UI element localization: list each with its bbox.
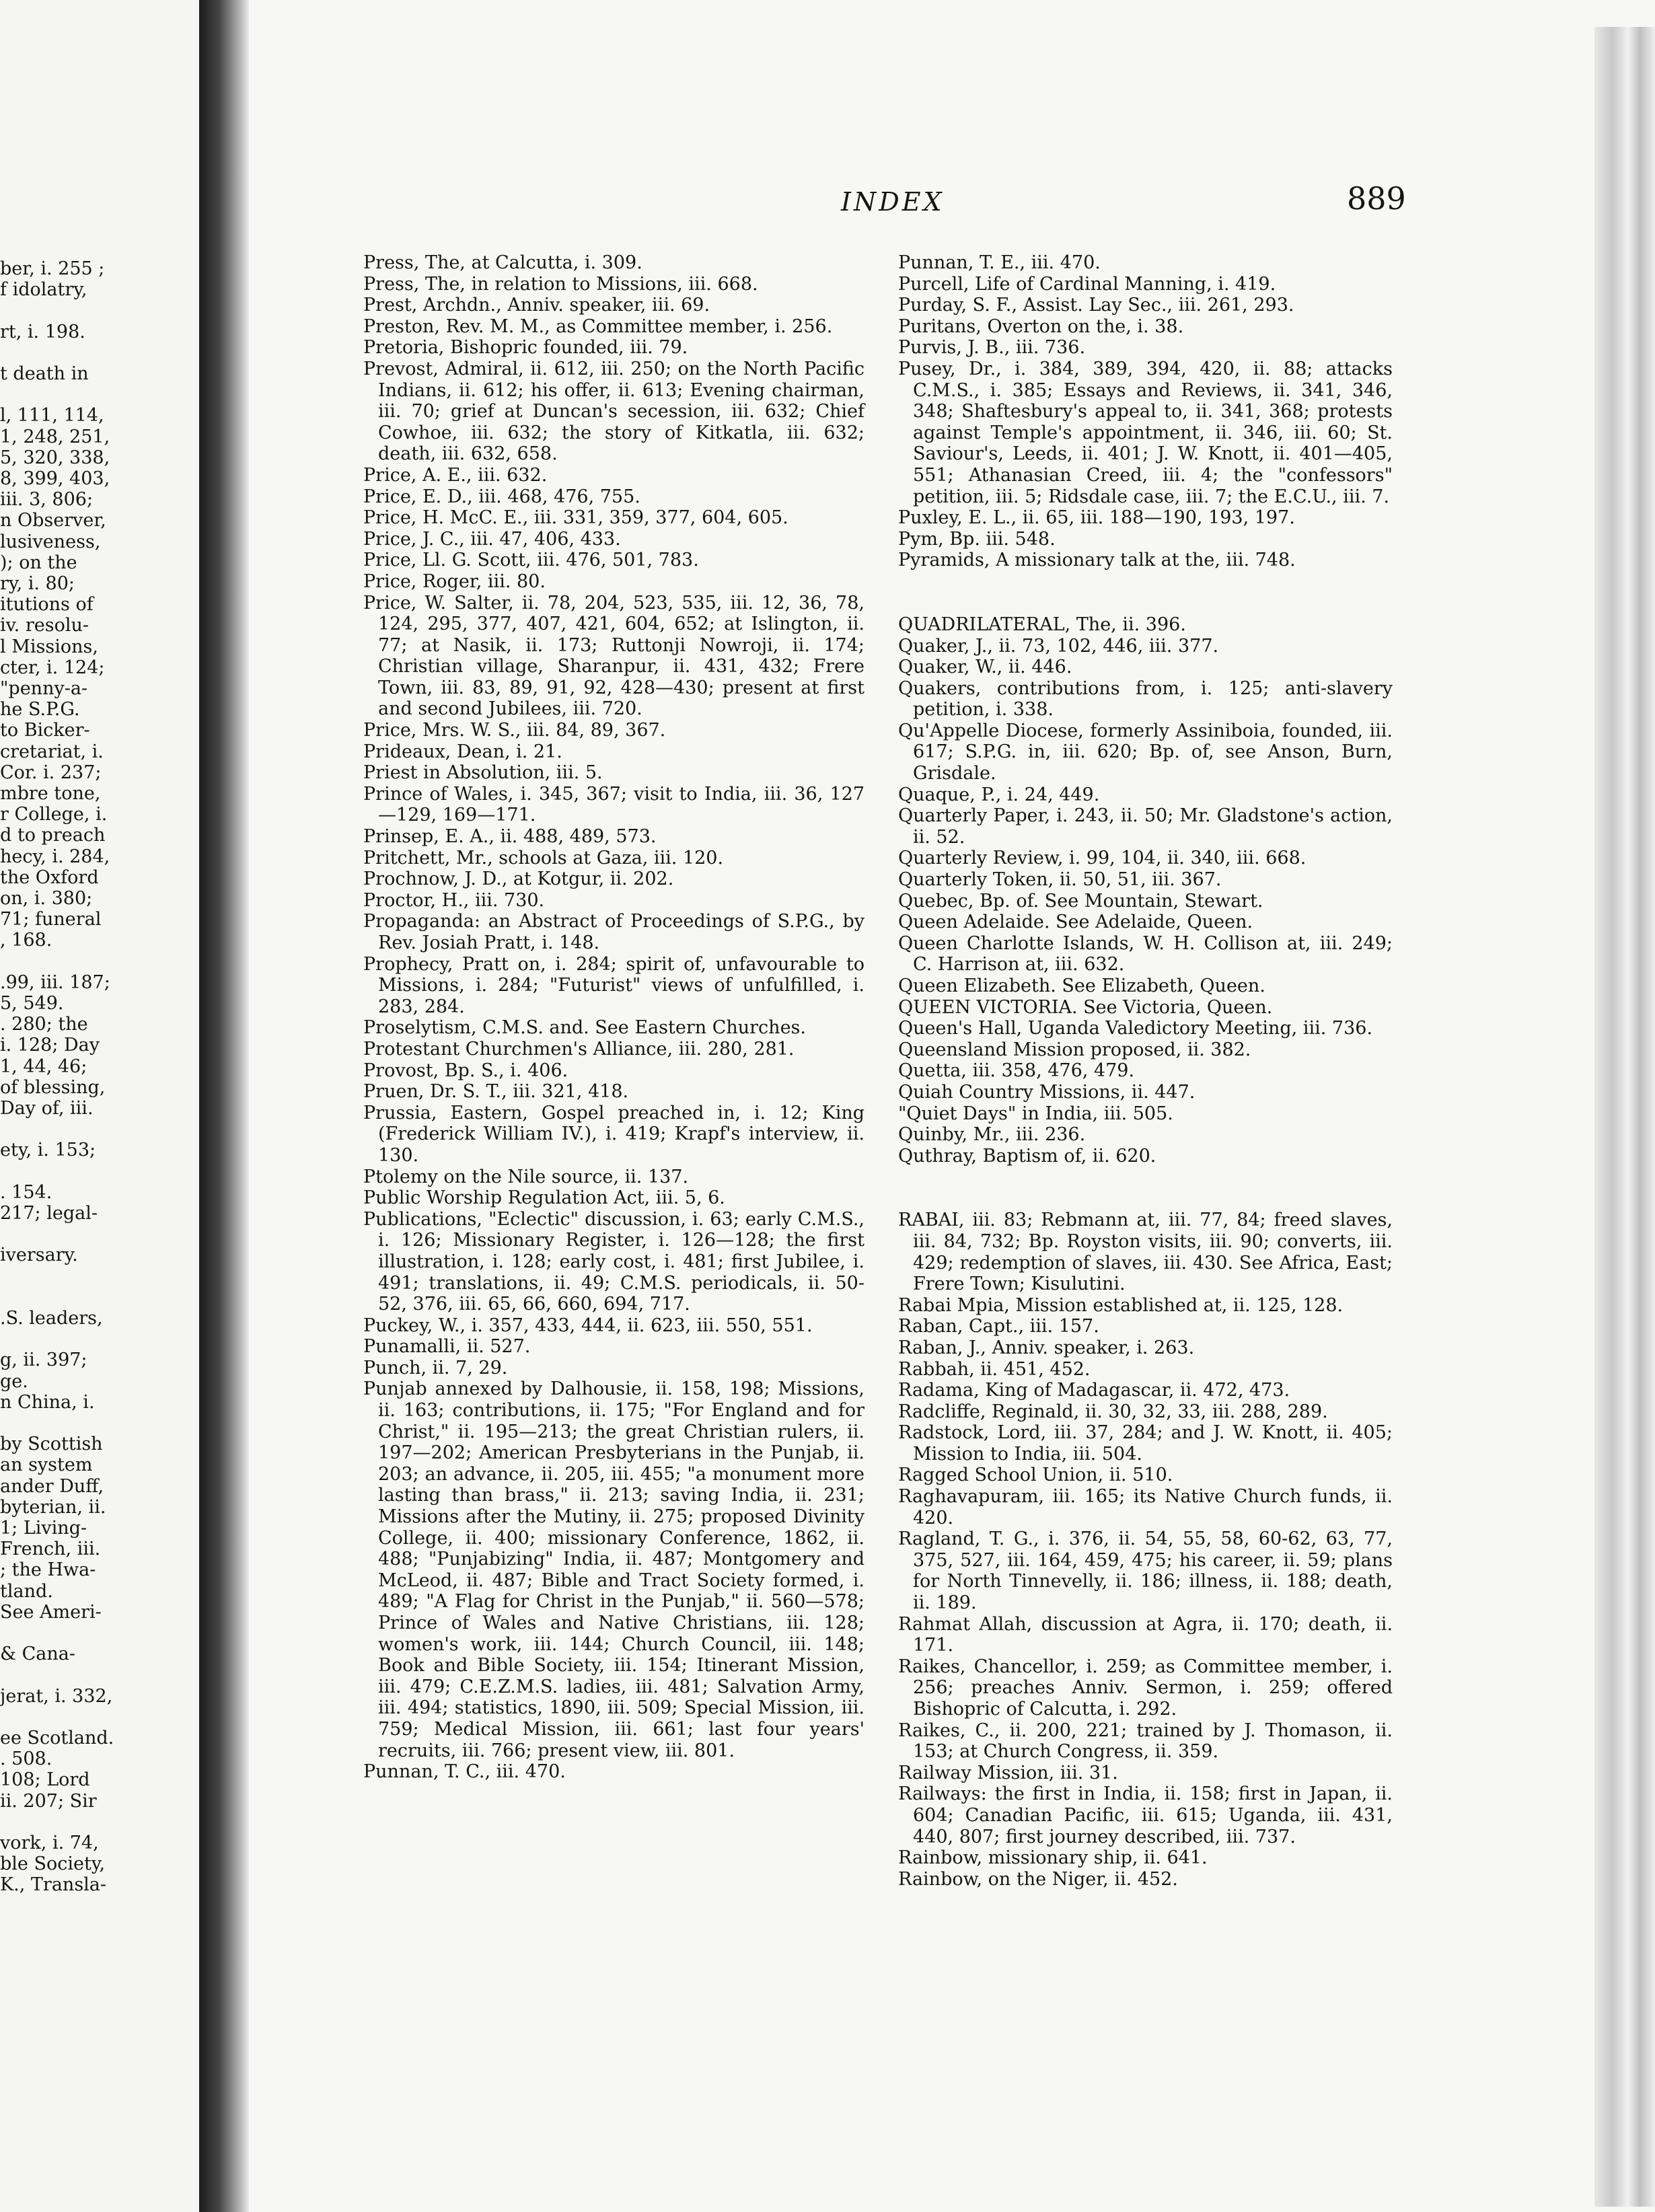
index-entry: Punch, ii. 7, 29. bbox=[363, 1357, 508, 1378]
index-entry: Press, The, in relation to Missions, iii. 668. bbox=[363, 273, 758, 295]
left-page-line: French, iii. bbox=[0, 1539, 101, 1560]
left-page-line: the Oxford bbox=[0, 867, 99, 888]
index-entry: Raghavapuram, iii. 165; its Native Church funds, ii. 420. bbox=[898, 1486, 1393, 1528]
index-entry: Raban, Capt., iii. 157. bbox=[898, 1316, 1099, 1337]
index-column-2 bbox=[898, 252, 1393, 1890]
index-entry: Price, H. McC. E., iii. 331, 359, 377, 604, 605. bbox=[363, 507, 788, 529]
index-entry: Rabai Mpia, Mission established at, ii. 125, 128. bbox=[898, 1294, 1344, 1316]
page-edge bbox=[1594, 27, 1655, 2207]
left-page-line: 1, 248, 251, bbox=[0, 426, 110, 447]
index-entry: Price, E. D., iii. 468, 476, 755. bbox=[363, 486, 640, 507]
index-entry: Rabbah, ii. 451, 452. bbox=[898, 1358, 1091, 1380]
left-page-line: mbre tone, bbox=[0, 783, 101, 804]
index-entry: Quebec, Bp. of. See Mountain, Stewart. bbox=[898, 890, 1263, 912]
left-page-line: ety, i. 153; bbox=[0, 1140, 96, 1161]
left-page-line: l Missions, bbox=[0, 636, 98, 657]
left-page-line: See Ameri- bbox=[0, 1601, 102, 1623]
index-entry: Price, W. Salter, ii. 78, 204, 523, 535, iii. 12, 36, 78, 124, 295, 377, 407, 421, 604, 652; at Islington, ii. 77; at Nasik, ii. 173; Ruttonji Nowroji, ii. 174; Christian village, Sharanpur, ii. 431, 432; Frere Town, iii. 83, 89, 91, 92, 428—430; present at first and second Jubilees, iii. 720. bbox=[363, 592, 865, 720]
index-entry: Punamalli, ii. 527. bbox=[363, 1336, 531, 1358]
left-page-line: rt, i. 198. bbox=[0, 321, 85, 342]
left-page-fragment bbox=[0, 0, 199, 2212]
left-page-line: & Cana- bbox=[0, 1644, 75, 1665]
index-entry: Prideaux, Dean, i. 21. bbox=[363, 741, 562, 762]
index-entry: Pym, Bp. iii. 548. bbox=[898, 528, 1056, 550]
left-page-line: . 280; the bbox=[0, 1014, 88, 1035]
index-entry: Preston, Rev. M. M., as Committee member, i. 256. bbox=[363, 316, 833, 337]
index-entry: Prochnow, J. D., at Kotgur, ii. 202. bbox=[363, 869, 674, 890]
left-page-line: . 154. bbox=[0, 1181, 52, 1203]
left-page-line: 217; legal- bbox=[0, 1203, 98, 1224]
left-page-line: jerat, i. 332, bbox=[0, 1685, 113, 1707]
index-entry: Prevost, Admiral, ii. 612, iii. 250; on the North Pacific Indians, ii. 612; his offer, ii. 613; Evening chairman, iii. 70; grief at Duncan's secession, iii. 632; Chief Cowhoe, iii. 632; the story of Kitkatla, iii. 632; death, iii. 632, 658. bbox=[363, 358, 865, 465]
index-entry: Pruen, Dr. S. T., iii. 321, 418. bbox=[363, 1081, 629, 1103]
left-page-line: 71; funeral bbox=[0, 909, 102, 930]
index-entry: Publications, "Eclectic" discussion, i. 63; early C.M.S., i. 126; Missionary Register, i. 126—128; the first illustration, i. 128; early cost, i. 481; first Jubilee, i. 491; translations, ii. 49; C.M.S. periodicals, ii. 50-52, 376, iii. 65, 66, 660, 694, 717. bbox=[363, 1208, 865, 1315]
index-entry: Punnan, T. C., iii. 470. bbox=[363, 1761, 566, 1783]
index-entry: Quarterly Token, ii. 50, 51, iii. 367. bbox=[898, 869, 1222, 891]
left-page-line: ee Scotland. bbox=[0, 1728, 114, 1748]
left-page-line: . 508. bbox=[0, 1748, 52, 1770]
index-entry: QUEEN VICTORIA. See Victoria, Queen. bbox=[898, 996, 1273, 1018]
index-entry: Qu'Appelle Diocese, formerly Assiniboia, founded, iii. 617; S.P.G. in, iii. 620; Bp. of, see Anson, Burn, Grisdale. bbox=[898, 720, 1393, 784]
index-entry: Raikes, C., ii. 200, 221; trained by J. Thomason, ii. 153; at Church Congress, ii. 359. bbox=[898, 1720, 1393, 1763]
left-page-line: .S. leaders, bbox=[0, 1308, 103, 1329]
index-entry: Public Worship Regulation Act, iii. 5, 6. bbox=[363, 1187, 725, 1209]
left-page-line: 8, 399, 403, bbox=[0, 468, 110, 489]
index-entry: Radcliffe, Reginald, ii. 30, 32, 33, iii. 288, 289. bbox=[898, 1401, 1328, 1422]
index-entry: Propaganda: an Abstract of Proceedings of S.P.G., by Rev. Josiah Pratt, i. 148. bbox=[363, 911, 865, 953]
index-entry: Price, A. E., iii. 632. bbox=[363, 464, 548, 486]
index-entry: "Quiet Days" in India, iii. 505. bbox=[898, 1103, 1173, 1124]
index-entry: Radama, King of Madagascar, ii. 472, 473. bbox=[898, 1380, 1290, 1401]
index-entry: Prest, Archdn., Anniv. speaker, iii. 69. bbox=[363, 295, 710, 316]
left-page-line: K., Transla- bbox=[0, 1874, 107, 1896]
left-page-line: lusiveness, bbox=[0, 531, 101, 552]
left-page-line: by Scottish bbox=[0, 1434, 103, 1455]
index-entry: Quakers, contributions from, i. 125; anti-slavery petition, i. 338. bbox=[898, 677, 1393, 721]
index-entry: Price, Ll. G. Scott, iii. 476, 501, 783. bbox=[363, 550, 699, 571]
index-entry: Prophecy, Pratt on, i. 284; spirit of, unfavourable to Missions, i. 284; "Futurist" views of unfulfilled, i. 283, 284. bbox=[363, 953, 865, 1017]
index-entry: QUADRILATERAL, The, ii. 396. bbox=[898, 614, 1186, 635]
left-page-line: ii. 207; Sir bbox=[0, 1790, 97, 1812]
left-page-line: iii. 3, 806; bbox=[0, 489, 94, 511]
left-page-line: to Bicker- bbox=[0, 720, 90, 741]
index-entry: Rainbow, on the Niger, ii. 452. bbox=[898, 1868, 1178, 1890]
left-page-line: l, 111, 114, bbox=[0, 405, 104, 427]
index-entry: Quinby, Mr., iii. 236. bbox=[898, 1124, 1086, 1146]
left-page-line: an system bbox=[0, 1454, 93, 1476]
index-entry: Rainbow, missionary ship, ii. 641. bbox=[898, 1847, 1208, 1869]
left-page-line: cretariat, i. bbox=[0, 741, 104, 762]
left-page-line: d to preach bbox=[0, 825, 106, 846]
left-page-line: Cor. i. 237; bbox=[0, 762, 102, 783]
index-entry: Provost, Bp. S., i. 406. bbox=[363, 1060, 568, 1081]
left-page-line: ble Society, bbox=[0, 1853, 106, 1875]
index-entry: Purday, S. F., Assist. Lay Sec., iii. 261, 293. bbox=[898, 295, 1294, 316]
index-entry: Quiah Country Missions, ii. 447. bbox=[898, 1081, 1196, 1103]
left-page-line: ge. bbox=[0, 1370, 28, 1392]
left-page-line: cter, i. 124; bbox=[0, 657, 105, 678]
index-entry: Ptolemy on the Nile source, ii. 137. bbox=[363, 1166, 689, 1187]
left-page-line: hecy, i. 284, bbox=[0, 846, 110, 867]
index-entry: Purcell, Life of Cardinal Manning, i. 419. bbox=[898, 273, 1276, 295]
index-entry: Protestant Churchmen's Alliance, iii. 280, 281. bbox=[363, 1038, 795, 1060]
index-entry: Quaker, J., ii. 73, 102, 446, iii. 377. bbox=[898, 635, 1219, 657]
left-page-line: byterian, ii. bbox=[0, 1496, 106, 1518]
left-page-line: tland. bbox=[0, 1580, 53, 1602]
index-entry: Raban, J., Anniv. speaker, i. 263. bbox=[898, 1337, 1195, 1358]
index-entry: Quaque, P., i. 24, 449. bbox=[898, 784, 1100, 805]
index-entry: Railways: the first in India, ii. 158; first in Japan, ii. 604; Canadian Pacific, iii. 615; Uganda, iii. 431, 440, 807; first journey described, iii. 737. bbox=[898, 1783, 1393, 1847]
left-page-line: ry, i. 80; bbox=[0, 573, 75, 594]
index-entry: Pretoria, Bishopric founded, iii. 79. bbox=[363, 337, 688, 359]
index-entry: Price, Roger, iii. 80. bbox=[363, 570, 546, 592]
index-entry: Queen Adelaide. See Adelaide, Queen. bbox=[898, 912, 1253, 933]
left-page-line: n Observer, bbox=[0, 510, 106, 531]
index-column-1 bbox=[363, 252, 865, 1783]
left-page-line: iv. resolu- bbox=[0, 615, 89, 636]
index-entry: Pritchett, Mr., schools at Gaza, iii. 120. bbox=[363, 847, 724, 869]
index-entry: Radstock, Lord, iii. 37, 284; and J. W. Knott, ii. 405; Mission to India, iii. 504. bbox=[898, 1422, 1393, 1465]
index-entry: Proselytism, C.M.S. and. See Eastern Churches. bbox=[363, 1017, 806, 1039]
index-entry: Puckey, W., i. 357, 433, 444, ii. 623, iii. 550, 551. bbox=[363, 1315, 813, 1336]
index-entry: Quarterly Review, i. 99, 104, ii. 340, iii. 668. bbox=[898, 848, 1307, 869]
index-entry: RABAI, iii. 83; Rebmann at, iii. 77, 84; freed slaves, iii. 84, 732; Bp. Royston visits, iii. 90; converts, iii. 429; redemption of slaves, iii. 430. See Africa, East; Frere Town; Kisulutini. bbox=[898, 1210, 1393, 1295]
index-entry: Press, The, at Calcutta, i. 309. bbox=[363, 252, 642, 273]
left-page-line: ber, i. 255 ; bbox=[0, 258, 105, 279]
index-entry: Punjab annexed by Dalhousie, ii. 158, 198; Missions, ii. 163; contributions, ii. 175; "For England and for Christ," ii. 195—213; the great Christian rulers, ii. 197—202; American Presbyterians in the Punjab, ii. 203; an advance, ii. 205, iii. 455; "a monument more lasting than brass," ii. 213; saving India, ii. 231; Missions after the Mutiny, ii. 275; proposed Divinity College, ii. 400; missionary Conference, 1862, ii. 488; "Punjabizing" India, ii. 487; Montgomery and McLeod, ii. 487; Bible and Tract Society formed, i. 489; "A Flag for Christ in the Punjab," ii. 560—578; Prince of Wales and Native Christians, iii. 128; women's work, iii. 144; Church Council, iii. 148; Book and Bible Society, iii. 154; Itinerant Mission, iii. 479; C.E.Z.M.S. ladies, iii. 481; Salvation Army, iii. 494; statistics, 1890, iii. 509; Special Mission, iii. 759; Medical Mission, iii. 661; last four years' recruits, iii. 766; present view, iii. 801. bbox=[363, 1378, 865, 1761]
index-entry: Queensland Mission proposed, ii. 382. bbox=[898, 1039, 1251, 1060]
index-entry: Queen Charlotte Islands, W. H. Collison at, iii. 249; C. Harrison at, iii. 632. bbox=[898, 932, 1393, 975]
index-entry: Punnan, T. E., iii. 470. bbox=[898, 252, 1101, 273]
left-page-line: ; the Hwa- bbox=[0, 1559, 96, 1581]
left-page-line: r College, i. bbox=[0, 804, 108, 825]
left-page-line: 5, 320, 338, bbox=[0, 447, 110, 468]
page-number: 889 bbox=[1347, 180, 1406, 217]
left-page-line: on, i. 380; bbox=[0, 888, 93, 909]
left-page-line: , 168. bbox=[0, 930, 52, 951]
section-gap bbox=[898, 582, 1393, 603]
running-head: INDEX bbox=[841, 187, 945, 217]
index-entry: Price, Mrs. W. S., iii. 84, 89, 367. bbox=[363, 720, 666, 741]
index-entry: Raikes, Chancellor, i. 259; as Committee member, i. 256; preaches Anniv. Sermon, i. 259; offered Bishopric of Calcutta, i. 292. bbox=[898, 1656, 1393, 1720]
index-entry: Pusey, Dr., i. 384, 389, 394, 420, ii. 88; attacks C.M.S., i. 385; Essays and Reviews, ii. 341, 346, 348; Shaftesbury's appeal to, ii. 341, 368; protests against Temple's appointment, ii. 346, iii. 60; St. Saviour's, Leeds, ii. 401; J. W. Knott, ii. 401—405, 551; Athanasian Creed, iii. 4; the "confessors" petition, iii. 5; Ridsdale case, iii. 7; the E.C.U., iii. 7. bbox=[898, 358, 1393, 507]
index-entry: Ragged School Union, ii. 510. bbox=[898, 1465, 1173, 1486]
left-page-line: ); on the bbox=[0, 552, 77, 573]
left-page-line: i. 128; Day bbox=[0, 1035, 100, 1056]
left-page-line: of blessing, bbox=[0, 1076, 106, 1098]
index-entry: Price, J. C., iii. 47, 406, 433. bbox=[363, 528, 621, 550]
index-entry: Pyramids, A missionary talk at the, iii. 748. bbox=[898, 550, 1296, 571]
index-entry: Queen Elizabeth. See Elizabeth, Queen. bbox=[898, 975, 1265, 996]
index-entry: Quetta, iii. 358, 476, 479. bbox=[898, 1060, 1135, 1082]
index-entry: Quaker, W., ii. 446. bbox=[898, 657, 1072, 678]
index-entry: Proctor, H., iii. 730. bbox=[363, 889, 545, 911]
index-entry: Rahmat Allah, discussion at Agra, ii. 170; death, ii. 171. bbox=[898, 1613, 1393, 1656]
left-page-line: 108; Lord bbox=[0, 1769, 90, 1791]
index-entry: Ragland, T. G., i. 376, ii. 54, 55, 58, 60-62, 63, 77, 375, 527, iii. 164, 459, 475; his career, ii. 59; plans for North Tinnevelly, ii. 186; illness, ii. 188; death, ii. 189. bbox=[898, 1528, 1393, 1614]
left-page-line: n China, i. bbox=[0, 1391, 95, 1413]
section-gap bbox=[898, 1177, 1393, 1199]
left-page-line: vork, i. 74, bbox=[0, 1833, 99, 1853]
left-page-line: 5, 549. bbox=[0, 993, 64, 1014]
index-entry: Quthray, Baptism of, ii. 620. bbox=[898, 1145, 1156, 1167]
left-page-line: "penny-a- bbox=[0, 678, 88, 699]
left-page-line: t death in bbox=[0, 363, 89, 384]
index-entry: Puritans, Overton on the, i. 38. bbox=[898, 316, 1184, 337]
index-entry: Railway Mission, iii. 31. bbox=[898, 1762, 1118, 1783]
left-page-line: itutions of bbox=[0, 594, 94, 616]
index-entry: Puxley, E. L., ii. 65, iii. 188—190, 193, 197. bbox=[898, 507, 1295, 529]
left-page-line: ander Duff, bbox=[0, 1475, 104, 1497]
left-page-line: iversary. bbox=[0, 1245, 78, 1266]
left-page-line: 1; Living- bbox=[0, 1518, 87, 1539]
left-page-line: .99, iii. 187; bbox=[0, 971, 110, 993]
index-entry: Quarterly Paper, i. 243, ii. 50; Mr. Gladstone's action, ii. 52. bbox=[898, 805, 1393, 848]
index-entry: Prussia, Eastern, Gospel preached in, i. 12; King (Frederick William IV.), i. 419; Krapf's interview, ii. 130. bbox=[363, 1102, 865, 1166]
left-page-line: f idolatry, bbox=[0, 279, 87, 301]
index-entry: Priest in Absolution, iii. 5. bbox=[363, 762, 603, 784]
index-entry: Prinsep, E. A., ii. 488, 489, 573. bbox=[363, 826, 657, 848]
index-entry: Purvis, J. B., iii. 736. bbox=[898, 337, 1086, 359]
index-entry: Prince of Wales, i. 345, 367; visit to India, iii. 36, 127—129, 169—171. bbox=[363, 783, 865, 826]
index-entry: Queen's Hall, Uganda Valedictory Meeting, iii. 736. bbox=[898, 1018, 1373, 1039]
book-gutter bbox=[199, 0, 249, 2212]
left-page-line: he S.P.G. bbox=[0, 699, 80, 721]
left-page-line: 1, 44, 46; bbox=[0, 1056, 87, 1077]
left-page-line: g, ii. 397; bbox=[0, 1350, 87, 1371]
left-page-line: Day of, iii. bbox=[0, 1098, 94, 1119]
